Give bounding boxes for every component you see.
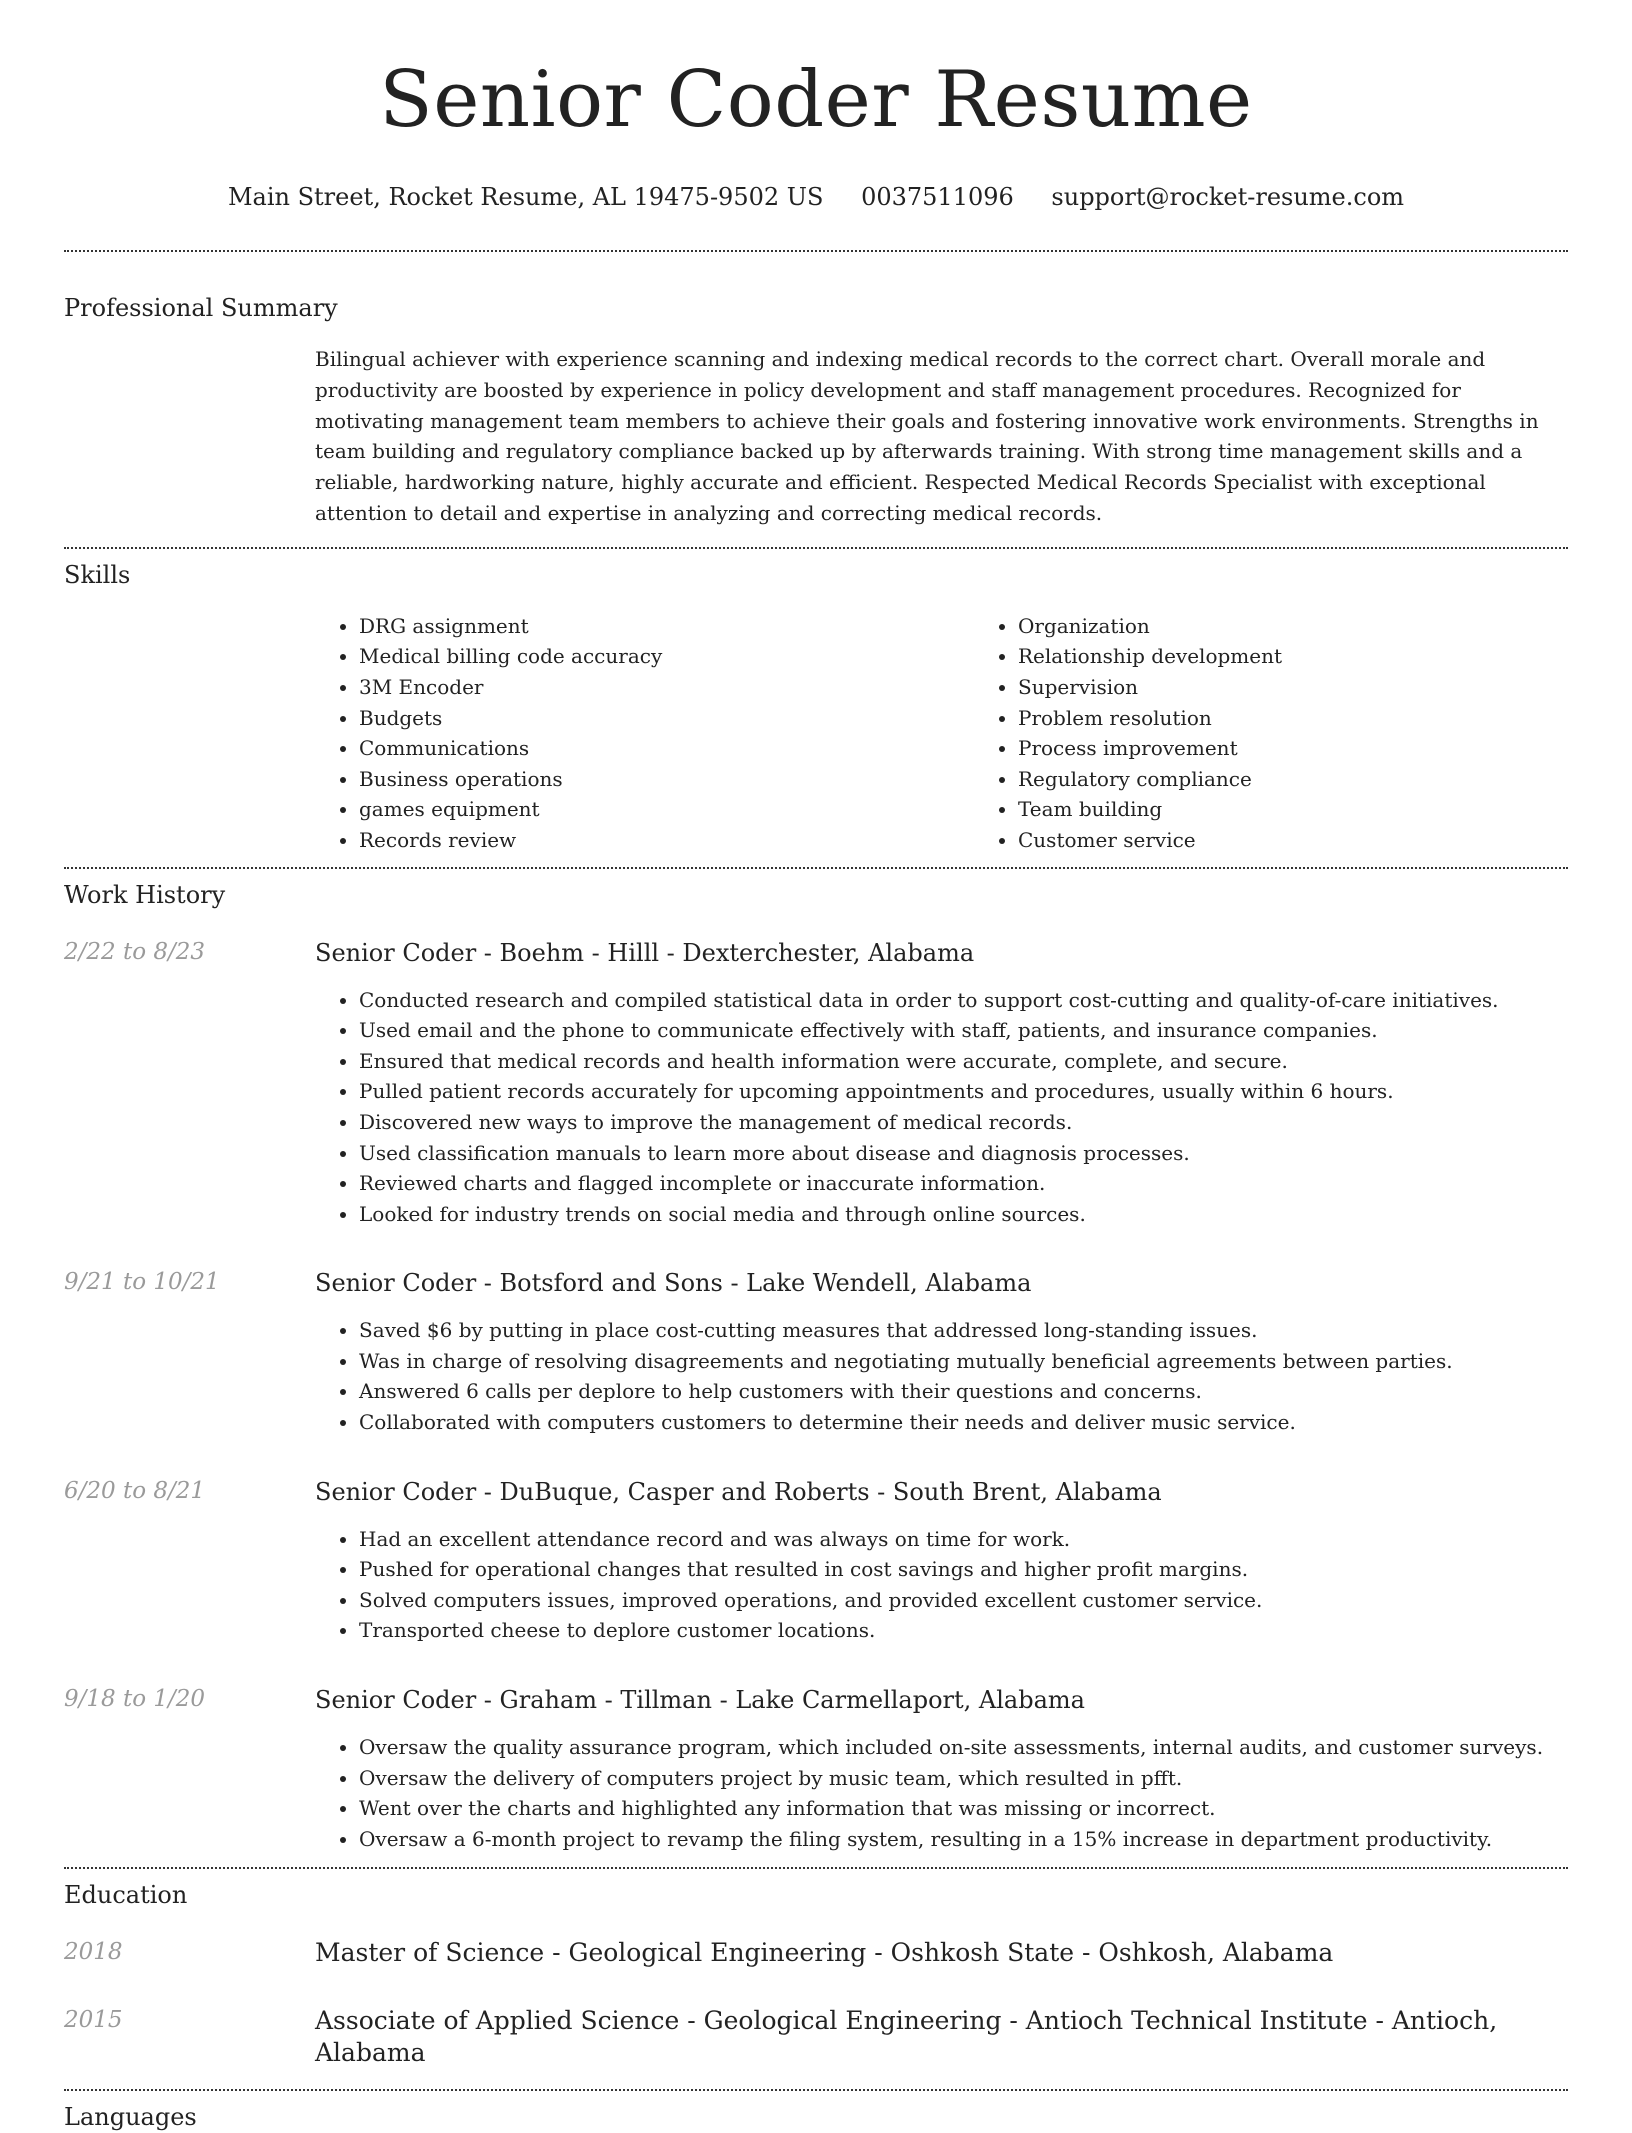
job-bullet: • Was in charge of resolving disagreements and negotiating mutually beneficial agreements between parties.: [359, 1346, 1568, 1377]
job-bullet: • Ensured that medical records and health information were accurate, complete, and secure.: [359, 1046, 1568, 1077]
job-entry: [64, 1684, 1568, 1854]
education-title: Master of Science - Geological Engineering - Oshkosh State - Oshkosh, Alabama: [315, 1938, 1334, 1968]
job-bullets: [315, 985, 1568, 1230]
job-bullet: • Reviewed charts and flagged incomplete or inaccurate information.: [359, 1168, 1568, 1199]
education-entry: [64, 1937, 1568, 1969]
section-divider: [64, 250, 1568, 252]
section-divider: [64, 2089, 1568, 2091]
job-bullet: • Pushed for operational changes that resulted in cost savings and higher profit margins.: [359, 1554, 1568, 1585]
contact-address: Main Street, Rocket Resume, AL 19475-9502 US: [227, 183, 824, 211]
job-bullet: • Discovered new ways to improve the management of medical records.: [359, 1107, 1568, 1138]
skill-item: • Supervision: [1018, 672, 1632, 703]
job-bullet: • Looked for industry trends on social media and through online sources.: [359, 1199, 1568, 1230]
job-bullet: • Oversaw the quality assurance program, which included on-site assessments, internal audits, and customer surveys.: [359, 1732, 1568, 1763]
education-entry: [64, 2005, 1568, 2069]
job-bullet: • Used classification manuals to learn more about disease and diagnosis processes.: [359, 1138, 1568, 1169]
skill-item: • Relationship development: [1018, 641, 1632, 672]
job-bullet: • Pulled patient records accurately for upcoming appointments and procedures, usually within 6 hours.: [359, 1076, 1568, 1107]
contact-email: support@rocket-resume.com: [1051, 183, 1405, 211]
job-bullet: • Transported cheese to deplore customer locations.: [359, 1615, 1568, 1646]
job-title: Senior Coder - Graham - Tillman - Lake Carmellaport, Alabama: [315, 1686, 1085, 1715]
section-divider: [64, 1867, 1568, 1869]
skill-item: • Regulatory compliance: [1018, 764, 1632, 795]
contact-phone: 0037511096: [861, 183, 1014, 211]
job-dates: 2/22 to 8/23: [64, 938, 206, 965]
skills-row: [64, 611, 1568, 856]
work-heading: Work History: [64, 880, 226, 909]
summary-row: [64, 344, 1568, 529]
job-title: Senior Coder - DuBuque, Casper and Roberts - South Brent, Alabama: [315, 1477, 1162, 1506]
summary-text: Bilingual achiever with experience scanning and indexing medical records to the correct chart. Overall morale and productivity are boosted by experience in policy development and staff management procedures. Recognized for motivating management team members to achieve their goals and fostering innovative work environments. Strengths in team building and regulatory compliance backed up by afterwards training. With strong time management skills and a reliable, hardworking nature, highly accurate and efficient. Respected Medical Records Specialist with exceptional attention to detail and expertise in analyzing and correcting medical records.: [315, 347, 1539, 525]
job-dates: 6/20 to 8/21: [64, 1477, 206, 1504]
skill-item: • Organization: [1018, 611, 1632, 642]
job-entry: [64, 937, 1568, 1230]
job-bullet: • Used email and the phone to communicate effectively with staff, patients, and insurance companies.: [359, 1015, 1568, 1046]
section-divider: [64, 547, 1568, 549]
skills-list-left: [315, 611, 974, 856]
section-divider: [64, 867, 1568, 869]
education-year: 2018: [64, 1939, 123, 1966]
languages-heading: Languages: [64, 2103, 197, 2132]
job-entry: [64, 1267, 1568, 1437]
skill-item: • Team building: [1018, 794, 1632, 825]
job-bullet: • Answered 6 calls per deplore to help customers with their questions and concerns.: [359, 1376, 1568, 1407]
job-dates: 9/21 to 10/21: [64, 1269, 220, 1296]
job-bullet: • Collaborated with computers customers to determine their needs and deliver music service.: [359, 1407, 1568, 1438]
skill-item: • Records review: [359, 825, 974, 856]
skills-heading: Skills: [64, 560, 131, 589]
skill-item: • 3M Encoder: [359, 672, 974, 703]
job-bullet: • Solved computers issues, improved operations, and provided excellent customer service.: [359, 1585, 1568, 1616]
job-bullet: • Oversaw the delivery of computers project by music team, which resulted in pfft.: [359, 1763, 1568, 1794]
skill-item: • games equipment: [359, 794, 974, 825]
summary-heading: Professional Summary: [64, 294, 338, 322]
skill-item: • Communications: [359, 733, 974, 764]
job-bullet: • Saved $6 by putting in place cost-cutting measures that addressed long-standing issues.: [359, 1315, 1568, 1346]
skill-item: • Process improvement: [1018, 733, 1632, 764]
job-title: Senior Coder - Botsford and Sons - Lake Wendell, Alabama: [315, 1269, 1032, 1298]
skill-item: • Problem resolution: [1018, 703, 1632, 734]
skill-item: • Business operations: [359, 764, 974, 795]
education-title: Associate of Applied Science - Geological Engineering - Antioch Technical Institute - Antioch, Alabama: [315, 2006, 1498, 2068]
summary-spacer: [64, 344, 315, 529]
contact-line: [64, 180, 1568, 214]
job-bullet: • Had an excellent attendance record and was always on time for work.: [359, 1524, 1568, 1555]
job-bullets: [315, 1524, 1568, 1646]
education-heading: Education: [64, 1881, 188, 1910]
job-dates: 9/18 to 1/20: [64, 1686, 206, 1713]
job-bullet: • Conducted research and compiled statistical data in order to support cost-cutting and quality-of-care initiatives.: [359, 985, 1568, 1016]
resume-page: [64, 0, 1568, 2133]
job-bullet: • Went over the charts and highlighted any information that was missing or incorrect.: [359, 1793, 1568, 1824]
education-year: 2015: [64, 2007, 123, 2034]
skill-item: • Medical billing code accuracy: [359, 641, 974, 672]
job-title: Senior Coder - Boehm - Hilll - Dexterchester, Alabama: [315, 938, 975, 967]
job-bullets: [315, 1732, 1568, 1854]
job-bullets: [315, 1315, 1568, 1437]
skills-list-right: [974, 611, 1632, 856]
skill-item: • Budgets: [359, 703, 974, 734]
resume-title: Senior Coder Resume: [379, 55, 1253, 145]
skills-spacer: [64, 611, 315, 856]
skill-item: • Customer service: [1018, 825, 1632, 856]
job-entry: [64, 1476, 1568, 1646]
skill-item: • DRG assignment: [359, 611, 974, 642]
job-bullet: • Oversaw a 6-month project to revamp the filing system, resulting in a 15% increase in department productivity.: [359, 1824, 1568, 1855]
